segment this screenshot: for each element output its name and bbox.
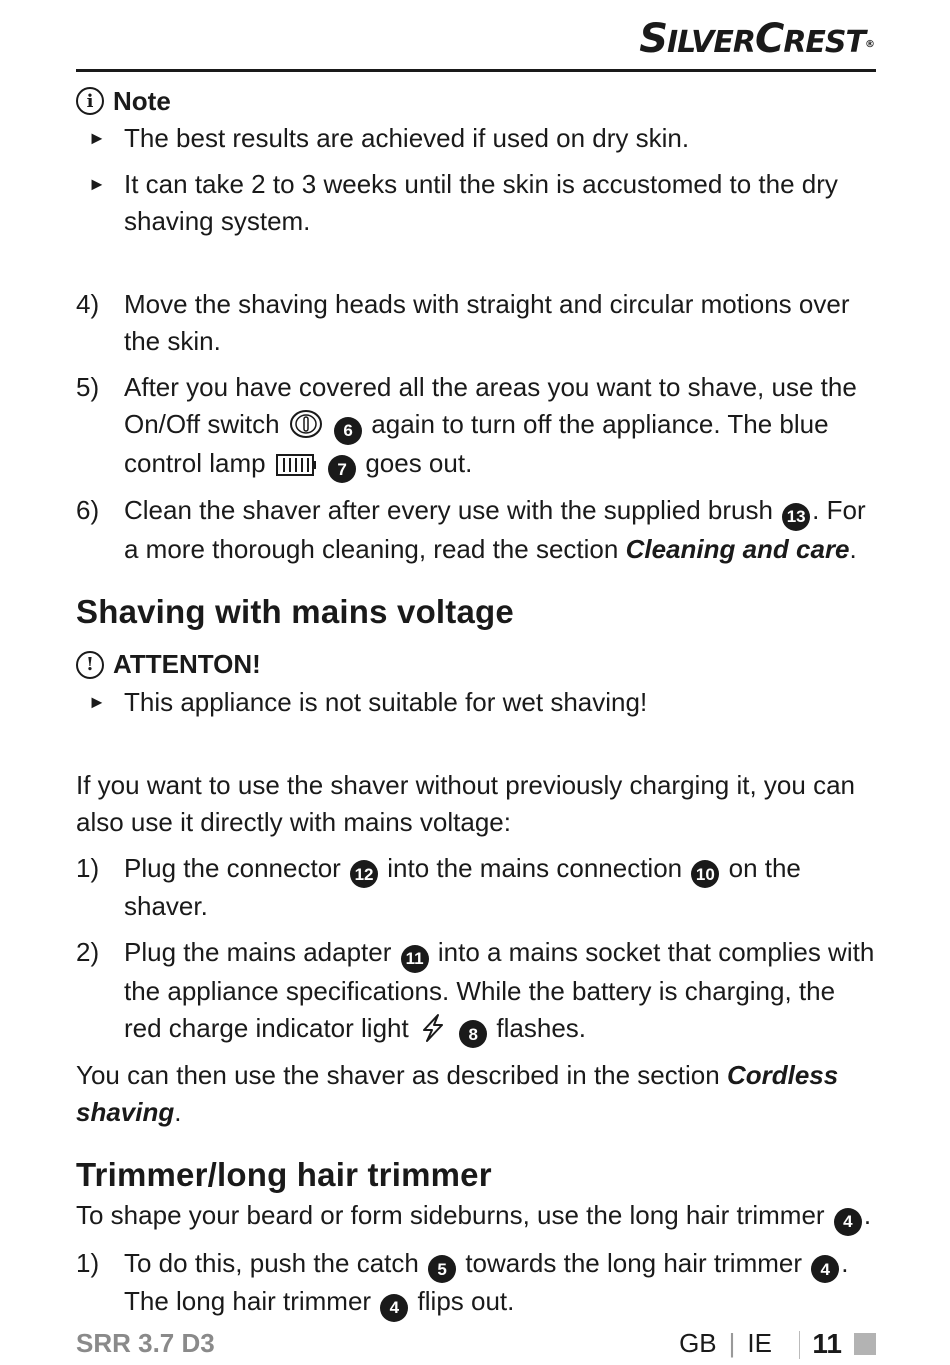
page-number: 11 [812,1328,842,1359]
arrow-icon: ► [88,128,106,148]
footer-divider [799,1331,800,1359]
ref-badge: 12 [350,860,378,888]
ref-badge: 13 [782,503,810,531]
language-codes: GB | IE [679,1328,772,1358]
warning-icon: ! [76,651,104,679]
page-footer [76,1328,876,1364]
ref-badge: 7 [328,455,356,483]
ref-badge: 10 [691,860,719,888]
arrow-icon: ► [88,691,106,712]
section-heading-mains: Shaving with mains voltage [76,592,514,630]
section-heading-trimmer: Trimmer/long hair trimmer [76,1156,492,1193]
arrow-icon: ► [88,174,106,194]
ref-badge: 4 [811,1255,839,1283]
attention-heading [76,646,876,684]
mains-intro: If you want to use the shaver without previously charging it, you can also use it directly with mains voltage: [76,769,855,837]
ref-badge: 8 [459,1020,487,1048]
attention-title: ATTENTON! [113,649,261,679]
ref-badge: 4 [380,1294,408,1322]
note-title: Note [113,85,171,116]
page-marker [854,1333,876,1355]
info-icon: i [76,87,104,115]
ref-badge: 11 [401,945,429,973]
note-bullet-2: ► It can take 2 to 3 weeks until the skin is accustomed to the dry shaving system. [76,166,876,240]
mains-step-2: 2) Plug the mains adapter 11 into a mains socket that complies with the appliance specifications. While the battery is charging, the red charge indicator light 8 flashes. [76,934,876,1048]
note-bullet-1: ► The best results are achieved if used on dry skin. [76,120,876,157]
step-5: 5) After you have covered all the areas you want to shave, use the On/Off switch 6 again to turn off the appliance. The blue control lamp 7 goes out. [76,369,876,483]
page-content [76,82,876,1322]
ref-badge: 4 [834,1208,862,1236]
power-switch-icon [289,409,323,439]
model-number: SRR 3.7 D3 [76,1328,215,1358]
trimmer-intro: To shape your beard or form sideburns, use the long hair trimmer 4 . [76,1197,876,1236]
ref-badge: 5 [428,1255,456,1283]
trimmer-step-1: 1) To do this, push the catch 5 towards the long hair trimmer 4 . The long hair trimmer 4 flips out. [76,1245,876,1322]
ref-badge: 6 [334,417,362,445]
lightning-icon [418,1013,448,1043]
brand-logo: SILVERCREST® [639,16,874,62]
step-6: 6) Clean the shaver after every use with the supplied brush 13 . For a more thorough cleaning, read the section Cleaning and care. [76,495,866,564]
step-4: 4) Move the shaving heads with straight and circular motions over the skin. [76,289,850,356]
note-heading [76,82,876,120]
mains-step-1: 1) Plug the connector 12 into the mains connection 10 on the shaver. [76,852,801,921]
battery-lamp-icon [275,452,317,478]
mains-outro: You can then use the shaver as described in the section Cordless shaving. [76,1060,839,1127]
attention-bullet: ► This appliance is not suitable for wet shaving! [76,684,876,721]
header-rule [76,69,876,72]
